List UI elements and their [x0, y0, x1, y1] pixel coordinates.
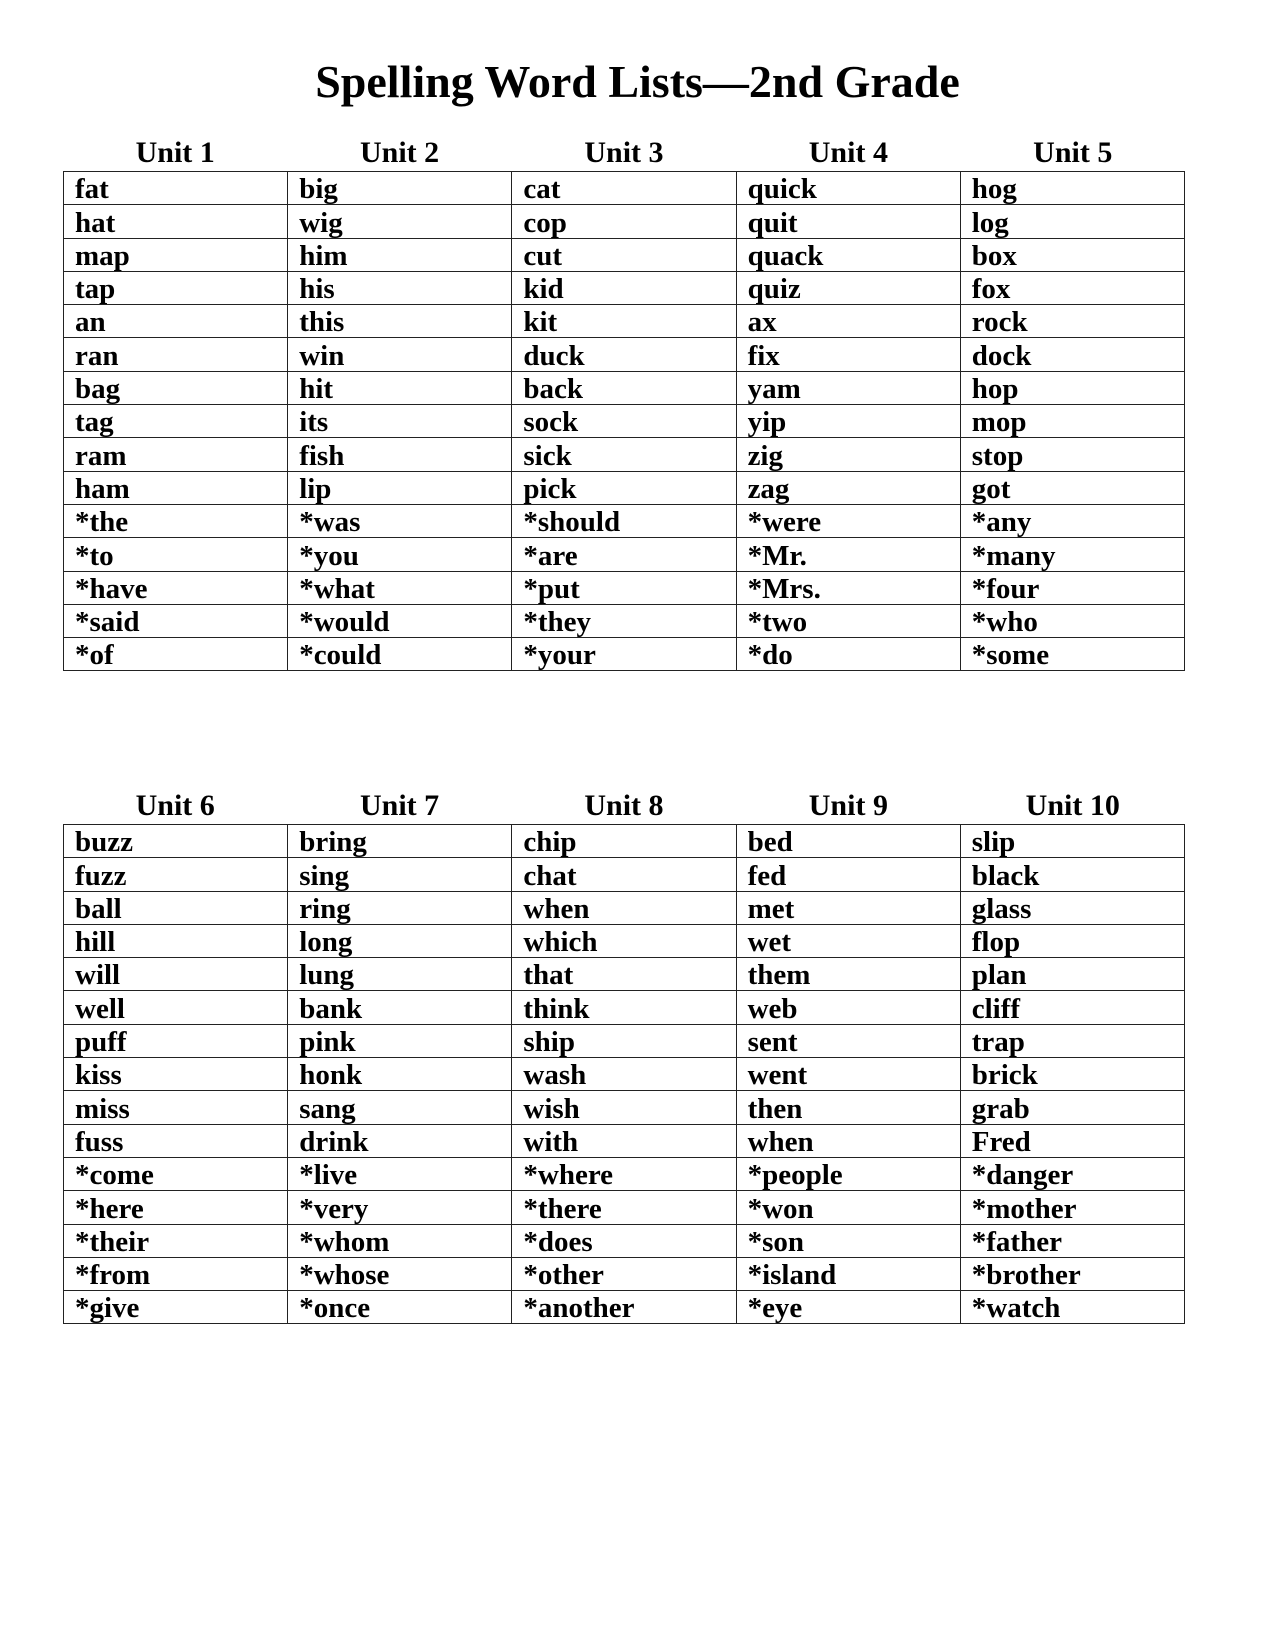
word-cell: sang	[288, 1091, 512, 1124]
word-cell: *father	[960, 1224, 1184, 1257]
word-cell: Fred	[960, 1124, 1184, 1157]
word-cell: plan	[960, 958, 1184, 991]
word-cell: *are	[512, 538, 736, 571]
word-cell: *Mrs.	[736, 571, 960, 604]
word-cell: kid	[512, 271, 736, 304]
word-cell: zig	[736, 438, 960, 471]
word-cell: stop	[960, 438, 1184, 471]
word-cell: kit	[512, 305, 736, 338]
word-cell: fed	[736, 858, 960, 891]
table-row	[64, 924, 1185, 957]
word-cell: big	[288, 172, 512, 205]
word-cell: well	[64, 991, 288, 1024]
word-cell: *their	[64, 1224, 288, 1257]
table-row	[64, 991, 1185, 1024]
table-row	[64, 1224, 1185, 1257]
word-cell: *another	[512, 1291, 736, 1324]
word-cell: flop	[960, 924, 1184, 957]
word-cell: when	[736, 1124, 960, 1157]
word-cell: yam	[736, 371, 960, 404]
word-cell: *brother	[960, 1257, 1184, 1290]
word-cell: *they	[512, 604, 736, 637]
word-cell: mop	[960, 405, 1184, 438]
word-cell: puff	[64, 1024, 288, 1057]
unit-header: Unit 2	[359, 136, 440, 169]
word-cell: duck	[512, 338, 736, 371]
table-row	[64, 1058, 1185, 1091]
table-row	[64, 504, 1185, 537]
word-cell: *there	[512, 1191, 736, 1224]
word-cell: fox	[960, 271, 1184, 304]
word-cell: *was	[288, 504, 512, 537]
word-cell: miss	[64, 1091, 288, 1124]
word-cell: pick	[512, 471, 736, 504]
word-cell: chip	[512, 825, 736, 858]
word-cell: quack	[736, 238, 960, 271]
word-cell: win	[288, 338, 512, 371]
word-cell: bed	[736, 825, 960, 858]
unit-header: Unit 10	[1025, 789, 1120, 822]
word-cell: *some	[960, 638, 1184, 671]
word-cell: *have	[64, 571, 288, 604]
table-row	[64, 471, 1185, 504]
word-cell: hit	[288, 371, 512, 404]
word-cell: wig	[288, 205, 512, 238]
word-cell: *where	[512, 1157, 736, 1190]
word-cell: *island	[736, 1257, 960, 1290]
table-row	[64, 205, 1185, 238]
word-cell: grab	[960, 1091, 1184, 1124]
word-cell: *other	[512, 1257, 736, 1290]
word-cell: buzz	[64, 825, 288, 858]
word-cell: *what	[288, 571, 512, 604]
word-cell: sing	[288, 858, 512, 891]
unit-header: Unit 5	[1033, 136, 1113, 169]
word-cell: ram	[64, 438, 288, 471]
word-cell: bag	[64, 371, 288, 404]
word-cell: log	[960, 205, 1184, 238]
word-cell: yip	[736, 405, 960, 438]
word-cell: *your	[512, 638, 736, 671]
word-cell: *won	[736, 1191, 960, 1224]
word-cell: chat	[512, 858, 736, 891]
table-row	[64, 271, 1185, 304]
word-cell: fix	[736, 338, 960, 371]
word-cell: hat	[64, 205, 288, 238]
unit-header: Unit 4	[808, 136, 888, 169]
word-cell: cliff	[960, 991, 1184, 1024]
unit-header: Unit 6	[135, 789, 215, 822]
word-cell: *does	[512, 1224, 736, 1257]
page-title: Spelling Word Lists—2nd Grade	[315, 56, 960, 107]
word-cell: kiss	[64, 1058, 288, 1091]
table-row	[64, 405, 1185, 438]
word-cell: fat	[64, 172, 288, 205]
unit-header: Unit 1	[135, 136, 215, 169]
table-row	[64, 825, 1185, 858]
table-row	[64, 1291, 1185, 1324]
word-cell: went	[736, 1058, 960, 1091]
table-row	[64, 571, 1185, 604]
word-cell: sock	[512, 405, 736, 438]
word-cell: sent	[736, 1024, 960, 1057]
word-cell: hog	[960, 172, 1184, 205]
word-list-block-units-1-5	[63, 135, 1185, 671]
table-row	[64, 1024, 1185, 1057]
word-cell: *many	[960, 538, 1184, 571]
word-cell: hop	[960, 371, 1184, 404]
word-cell: *two	[736, 604, 960, 637]
word-cell: then	[736, 1091, 960, 1124]
word-cell: *son	[736, 1224, 960, 1257]
word-cell: *here	[64, 1191, 288, 1224]
table-row	[64, 238, 1185, 271]
table-row	[64, 1191, 1185, 1224]
word-cell: an	[64, 305, 288, 338]
word-cell: *watch	[960, 1291, 1184, 1324]
word-cell: sick	[512, 438, 736, 471]
word-cell: him	[288, 238, 512, 271]
table-row	[64, 1124, 1185, 1157]
unit-header-row	[63, 788, 1185, 824]
word-cell: *give	[64, 1291, 288, 1324]
word-cell: *would	[288, 604, 512, 637]
table-row	[64, 858, 1185, 891]
word-cell: black	[960, 858, 1184, 891]
word-cell: *could	[288, 638, 512, 671]
word-cell: *who	[960, 604, 1184, 637]
word-cell: *live	[288, 1157, 512, 1190]
word-cell: quit	[736, 205, 960, 238]
word-cell: tap	[64, 271, 288, 304]
word-cell: wish	[512, 1091, 736, 1124]
unit-header: Unit 3	[584, 136, 664, 169]
word-cell: ring	[288, 891, 512, 924]
word-cell: cut	[512, 238, 736, 271]
table-row	[64, 438, 1185, 471]
word-cell: *from	[64, 1257, 288, 1290]
word-cell: with	[512, 1124, 736, 1157]
table-row	[64, 1257, 1185, 1290]
word-cell: cat	[512, 172, 736, 205]
word-cell: trap	[960, 1024, 1184, 1057]
word-cell: *said	[64, 604, 288, 637]
word-cell: *Mr.	[736, 538, 960, 571]
table-row	[64, 338, 1185, 371]
word-table	[63, 171, 1185, 671]
word-cell: glass	[960, 891, 1184, 924]
word-list-block-units-6-10	[63, 788, 1185, 1324]
word-cell: fish	[288, 438, 512, 471]
word-cell: *were	[736, 504, 960, 537]
word-cell: *to	[64, 538, 288, 571]
unit-header: Unit 8	[584, 789, 664, 822]
word-cell: *you	[288, 538, 512, 571]
word-cell: *come	[64, 1157, 288, 1190]
word-cell: *the	[64, 504, 288, 537]
word-cell: brick	[960, 1058, 1184, 1091]
word-cell: met	[736, 891, 960, 924]
word-cell: will	[64, 958, 288, 991]
word-cell: this	[288, 305, 512, 338]
unit-header-row	[63, 135, 1185, 171]
word-cell: *of	[64, 638, 288, 671]
table-row	[64, 891, 1185, 924]
word-table	[63, 824, 1185, 1324]
word-cell: rock	[960, 305, 1184, 338]
word-cell: lung	[288, 958, 512, 991]
word-cell: quiz	[736, 271, 960, 304]
table-row	[64, 604, 1185, 637]
word-cell: his	[288, 271, 512, 304]
word-cell: *whose	[288, 1257, 512, 1290]
word-cell: them	[736, 958, 960, 991]
word-cell: tag	[64, 405, 288, 438]
word-cell: wet	[736, 924, 960, 957]
word-cell: think	[512, 991, 736, 1024]
table-row	[64, 172, 1185, 205]
word-cell: *very	[288, 1191, 512, 1224]
word-cell: quick	[736, 172, 960, 205]
word-cell: when	[512, 891, 736, 924]
word-cell: *should	[512, 504, 736, 537]
word-cell: *mother	[960, 1191, 1184, 1224]
word-cell: *danger	[960, 1157, 1184, 1190]
word-cell: slip	[960, 825, 1184, 858]
word-cell: cop	[512, 205, 736, 238]
word-cell: ship	[512, 1024, 736, 1057]
word-cell: box	[960, 238, 1184, 271]
word-cell: *eye	[736, 1291, 960, 1324]
table-row	[64, 1091, 1185, 1124]
word-cell: honk	[288, 1058, 512, 1091]
word-cell: *put	[512, 571, 736, 604]
word-cell: pink	[288, 1024, 512, 1057]
word-cell: ham	[64, 471, 288, 504]
word-cell: *any	[960, 504, 1184, 537]
table-row	[64, 371, 1185, 404]
word-cell: *once	[288, 1291, 512, 1324]
word-cell: fuzz	[64, 858, 288, 891]
word-cell: map	[64, 238, 288, 271]
table-row	[64, 958, 1185, 991]
word-cell: got	[960, 471, 1184, 504]
unit-header: Unit 9	[808, 789, 888, 822]
word-cell: hill	[64, 924, 288, 957]
word-cell: its	[288, 405, 512, 438]
word-cell: dock	[960, 338, 1184, 371]
word-cell: drink	[288, 1124, 512, 1157]
word-cell: lip	[288, 471, 512, 504]
word-cell: ball	[64, 891, 288, 924]
word-cell: back	[512, 371, 736, 404]
word-cell: web	[736, 991, 960, 1024]
word-cell: which	[512, 924, 736, 957]
unit-header: Unit 7	[359, 789, 440, 822]
word-cell: bank	[288, 991, 512, 1024]
word-cell: ax	[736, 305, 960, 338]
word-cell: *whom	[288, 1224, 512, 1257]
word-cell: long	[288, 924, 512, 957]
table-row	[64, 1157, 1185, 1190]
word-cell: wash	[512, 1058, 736, 1091]
word-cell: zag	[736, 471, 960, 504]
word-cell: *do	[736, 638, 960, 671]
table-row	[64, 305, 1185, 338]
word-cell: fuss	[64, 1124, 288, 1157]
word-cell: ran	[64, 338, 288, 371]
word-cell: *people	[736, 1157, 960, 1190]
word-cell: that	[512, 958, 736, 991]
table-row	[64, 638, 1185, 671]
table-row	[64, 538, 1185, 571]
word-cell: *four	[960, 571, 1184, 604]
word-cell: bring	[288, 825, 512, 858]
